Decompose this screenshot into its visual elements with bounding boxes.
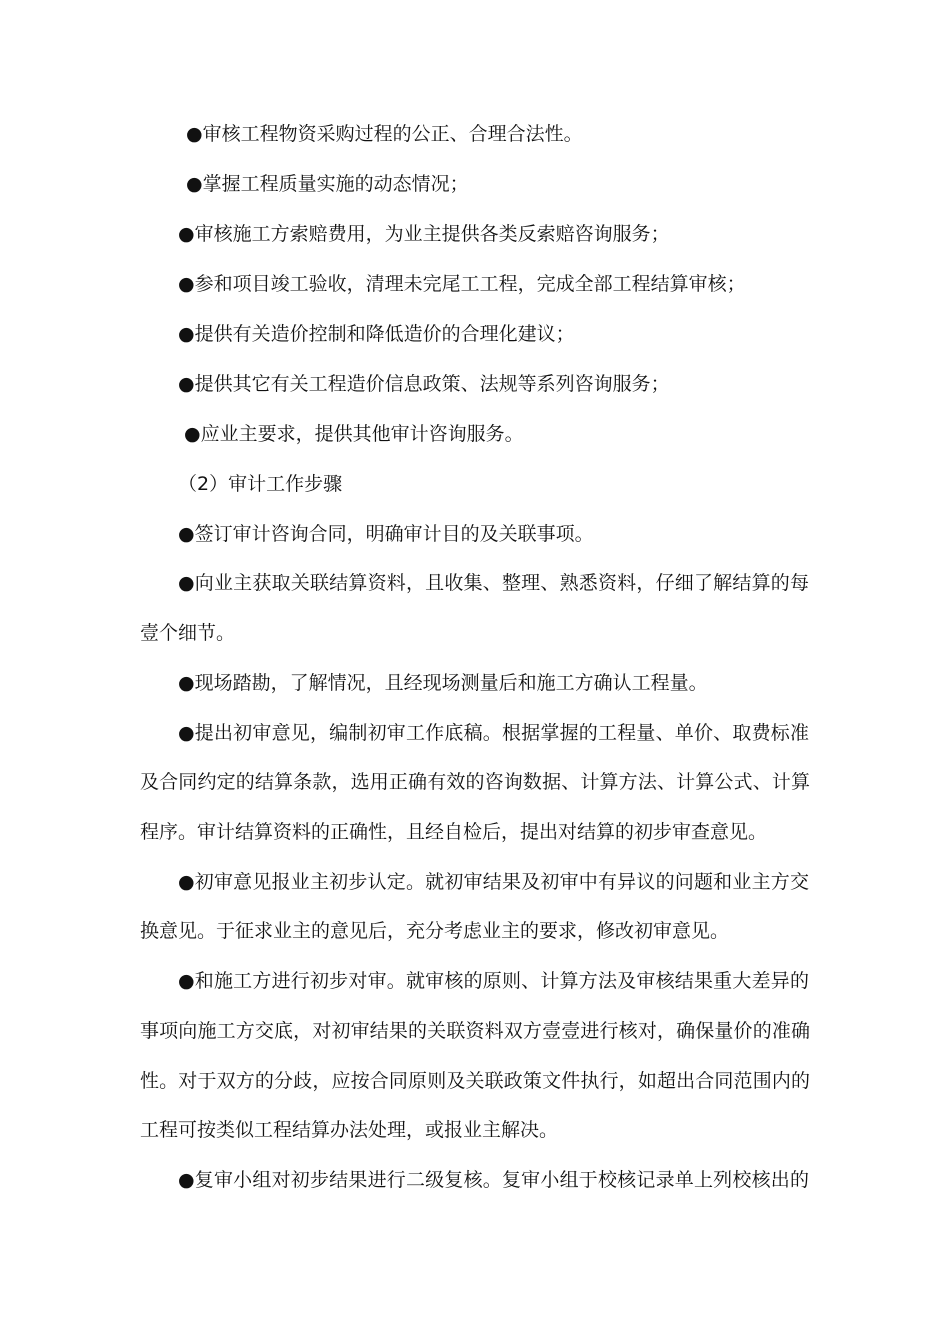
paragraph-line: 事项向施工方交底，对初审结果的关联资料双方壹壹进行核对，确保量价的准确 — [140, 1020, 810, 1042]
paragraph-line: 换意见。于征求业主的意见后，充分考虑业主的要求，修改初审意见。 — [140, 920, 730, 942]
paragraph-line: ●提出初审意见，编制初审工作底稿。根据掌握的工程量、单价、取费标准 — [178, 722, 809, 744]
paragraph-line: 及合同约定的结算条款，选用正确有效的咨询数据、计算方法、计算公式、计算 — [140, 771, 810, 793]
paragraph-line: 程序。审计结算资料的正确性，且经自检后，提出对结算的初步审查意见。 — [140, 821, 768, 843]
section-heading-audit-steps: （2）审计工作步骤 — [178, 473, 343, 495]
bullet-item-sign-contract: ●签订审计咨询合同，明确审计目的及关联事项。 — [178, 523, 594, 545]
bullet-item-quality-dynamics: ●掌握工程质量实施的动态情况； — [186, 173, 469, 195]
paragraph-line: ●向业主获取关联结算资料，且收集、整理、熟悉资料，仔细了解结算的每 — [178, 572, 809, 594]
paragraph-line: 工程可按类似工程结算办法处理，或报业主解决。 — [140, 1119, 559, 1141]
paragraph-line: ●初审意见报业主初步认定。就初审结果及初审中有异议的问题和业主方交 — [178, 871, 809, 893]
paragraph-line: ●和施工方进行初步对审。就审核的原则、计算方法及审核结果重大差异的 — [178, 970, 809, 992]
bullet-item-policy-consulting: ●提供其它有关工程造价信息政策、法规等系列咨询服务； — [178, 373, 670, 395]
bullet-item-other-services: ●应业主要求，提供其他审计咨询服务。 — [184, 423, 524, 445]
bullet-item-site-survey: ●现场踏勘，了解情况，且经现场测量后和施工方确认工程量。 — [178, 672, 708, 694]
paragraph-line: 壹个细节。 — [140, 622, 236, 644]
paragraph-line: 性。对于双方的分歧，应按合同原则及关联政策文件执行，如超出合同范围内的 — [140, 1070, 810, 1092]
paragraph-line: ●复审小组对初步结果进行二级复核。复审小组于校核记录单上列校核出的 — [178, 1169, 809, 1191]
bullet-item-claims-review: ●审核施工方索赔费用，为业主提供各类反索赔咨询服务； — [178, 223, 670, 245]
bullet-item-cost-control-advice: ●提供有关造价控制和降低造价的合理化建议； — [178, 323, 575, 345]
bullet-item-material-procurement: ●审核工程物资采购过程的公正、合理合法性。 — [186, 123, 583, 145]
bullet-item-completion-acceptance: ●参和项目竣工验收，清理未完尾工工程，完成全部工程结算审核； — [178, 273, 746, 295]
